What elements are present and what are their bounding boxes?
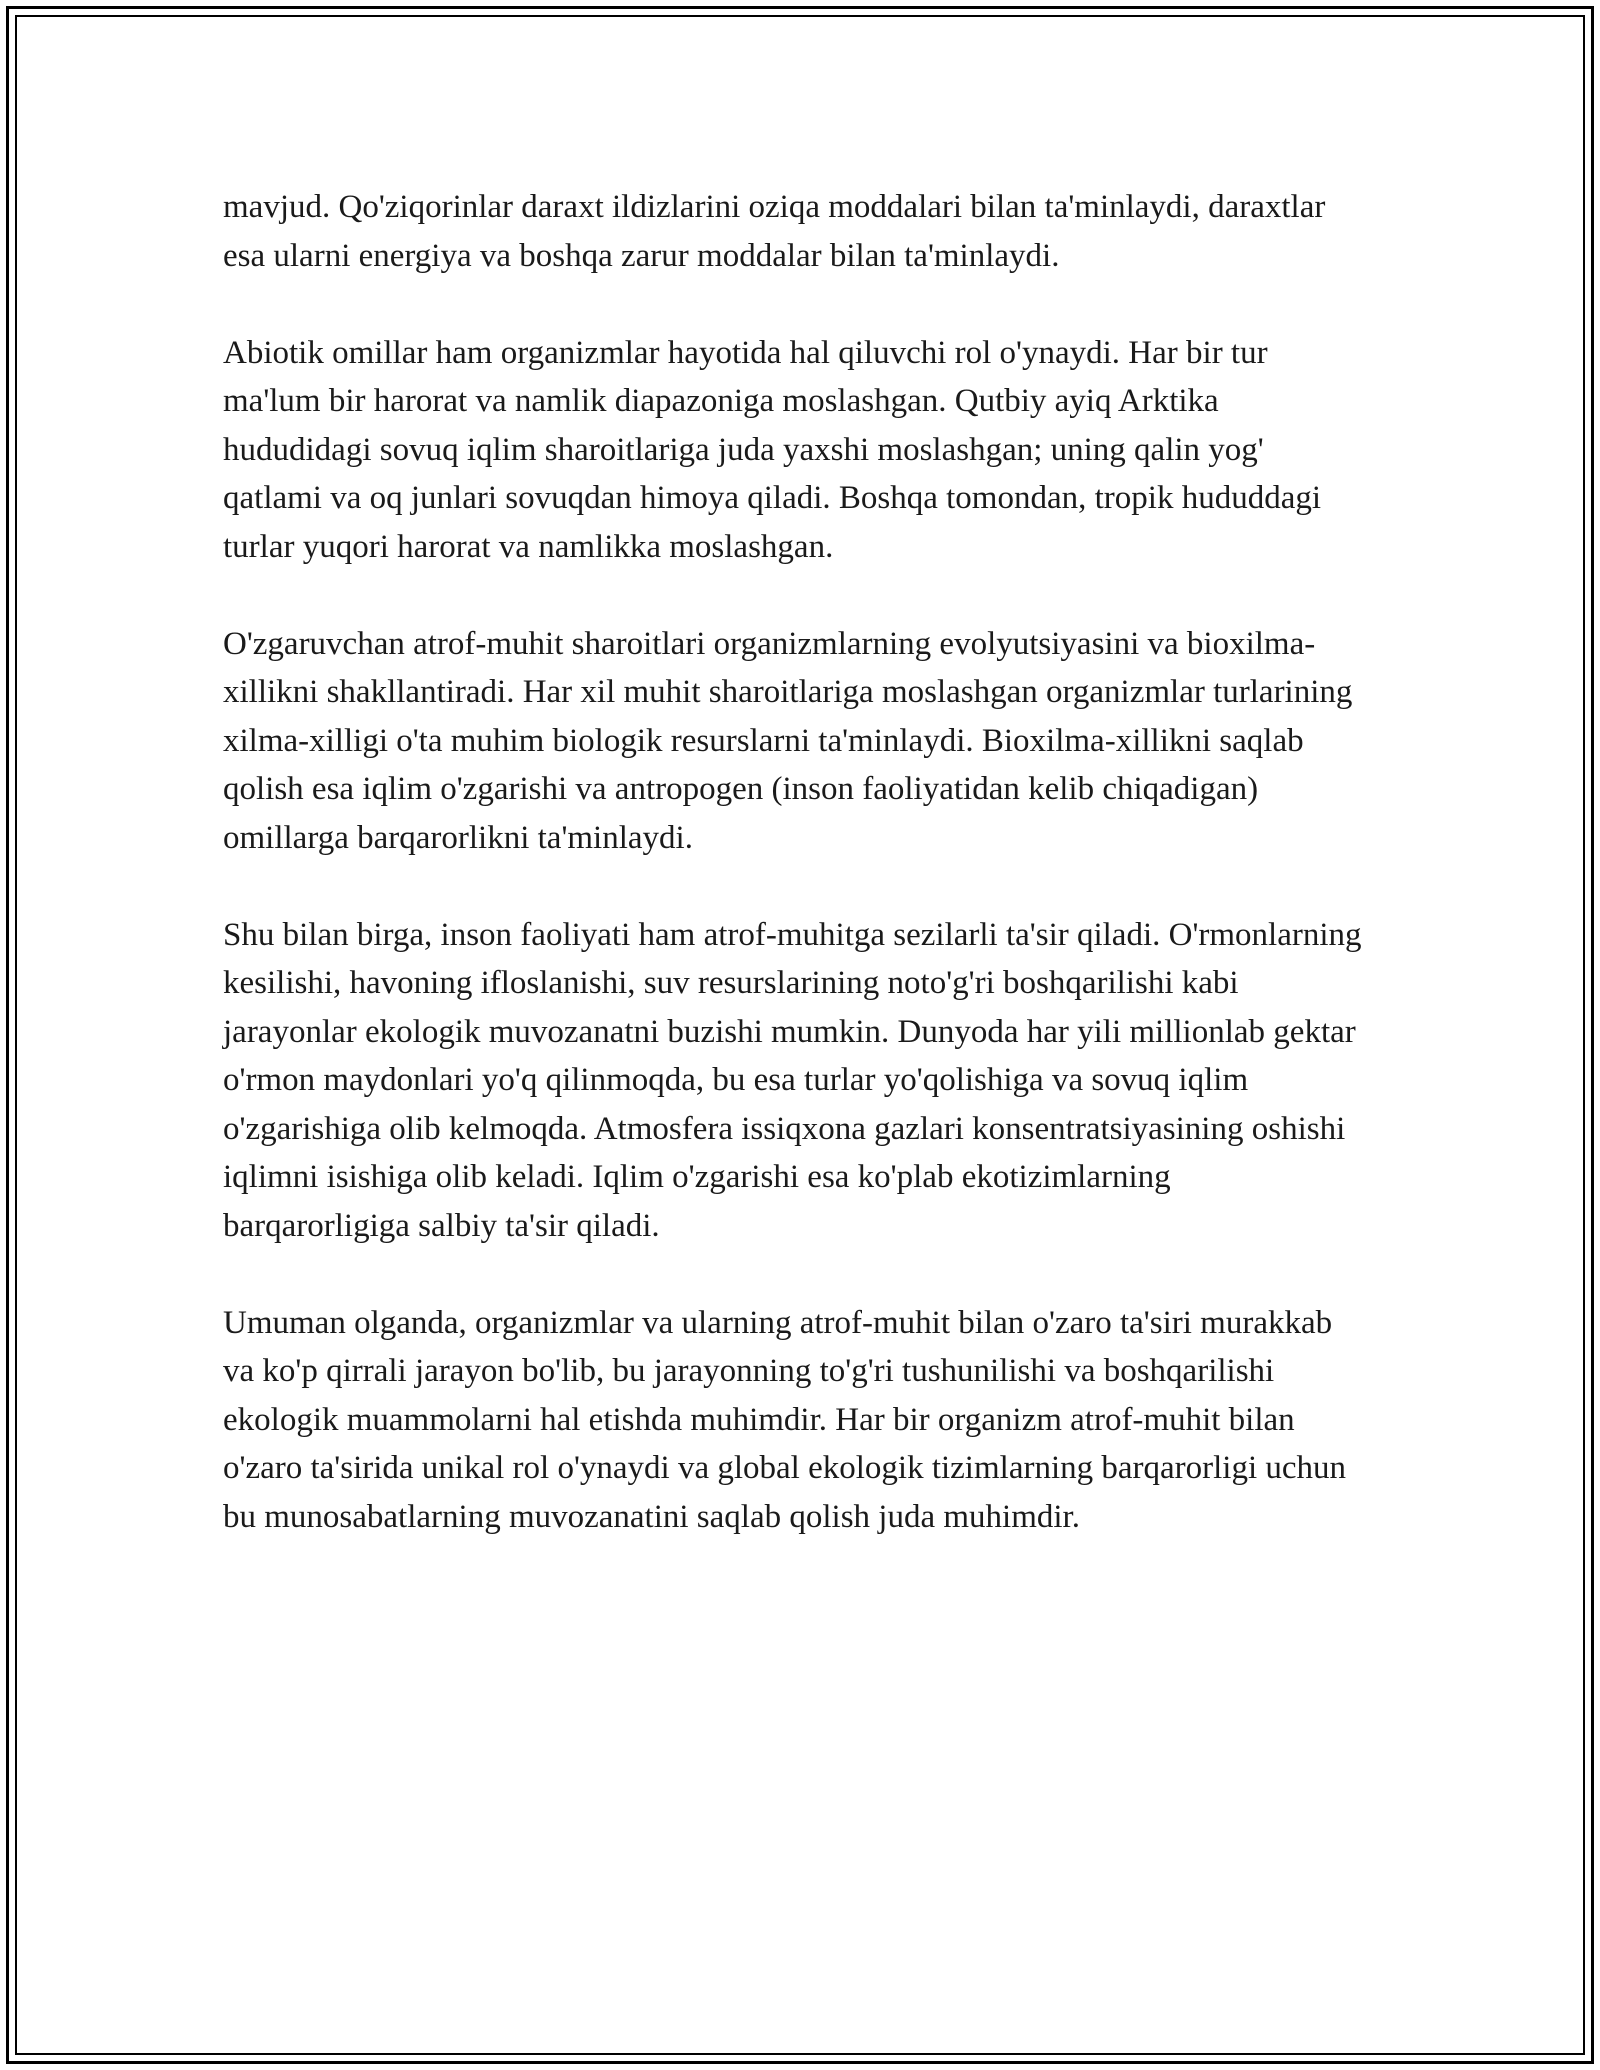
paragraph-2: Abiotik omillar ham organizmlar hayotida hal qiluvchi rol o'ynaydi. Har bir tur ma'lum bir harorat va namlik diapazoniga moslashgan. Qutbiy ayiq Arktika hududidagi sovuq iqlim sharoitlariga juda yaxshi moslashgan; uning qalin yog' qatlami va oq junlari sovuqdan himoya qiladi. Boshqa tomondan, tropik hududdagi turlar yuqori harorat va namlikka moslashgan. — [223, 334, 1322, 565]
document-body — [223, 183, 1363, 1541]
paragraph-3: O'zgaruvchan atrof-muhit sharoitlari organizmlarning evolyutsiyasini va bioxilma-xillikni shakllantiradi. Har xil muhit sharoitlariga moslashgan organizmlar turlarining xilma-xilligi o'ta muhim biologik resurslarni ta'minlaydi. Bioxilma-xillikni saqlab qolish esa iqlim o'zgarishi va antropogen (inson faoliyatidan kelib chiqadigan) omillarga barqarorlikni ta'minlaydi. — [223, 625, 1353, 856]
paragraph-1: mavjud. Qo'ziqorinlar daraxt ildizlarini oziqa moddalari bilan ta'minlaydi, daraxtlar esa ularni energiya va boshqa zarur moddalar bilan ta'minlaydi. — [223, 189, 1326, 274]
paragraph-4: Shu bilan birga, inson faoliyati ham atrof-muhitga sezilarli ta'sir qiladi. O'rmonlarning kesilishi, havoning ifloslanishi, suv resurslarining noto'g'ri boshqarilishi kabi jarayonlar ekologik muvozanatni buzishi mumkin. Dunyoda har yili millionlab gektar o'rmon maydonlari yo'q qilinmoqda, bu esa turlar yo'qolishiga va sovuq iqlim o'zgarishiga olib kelmoqda. Atmosfera issiqxona gazlari konsentratsiyasining oshishi iqlimni isishiga olib keladi. Iqlim o'zgarishi esa ko'plab ekotizimlarning barqarorligiga salbiy ta'sir qiladi. — [223, 916, 1362, 1244]
paragraph-5: Umuman olganda, organizmlar va ularning atrof-muhit bilan o'zaro ta'siri murakkab va ko'p qirrali jarayon bo'lib, bu jarayonning to'g'ri tushunilishi va boshqarilishi ekologik muammolarni hal etishda muhimdir. Har bir organizm atrof-muhit bilan o'zaro ta'sirida unikal rol o'ynaydi va global ekologik tizimlarning barqarorligi uchun bu munosabatlarning muvozanatini saqlab qolish juda muhimdir. — [223, 1304, 1347, 1535]
